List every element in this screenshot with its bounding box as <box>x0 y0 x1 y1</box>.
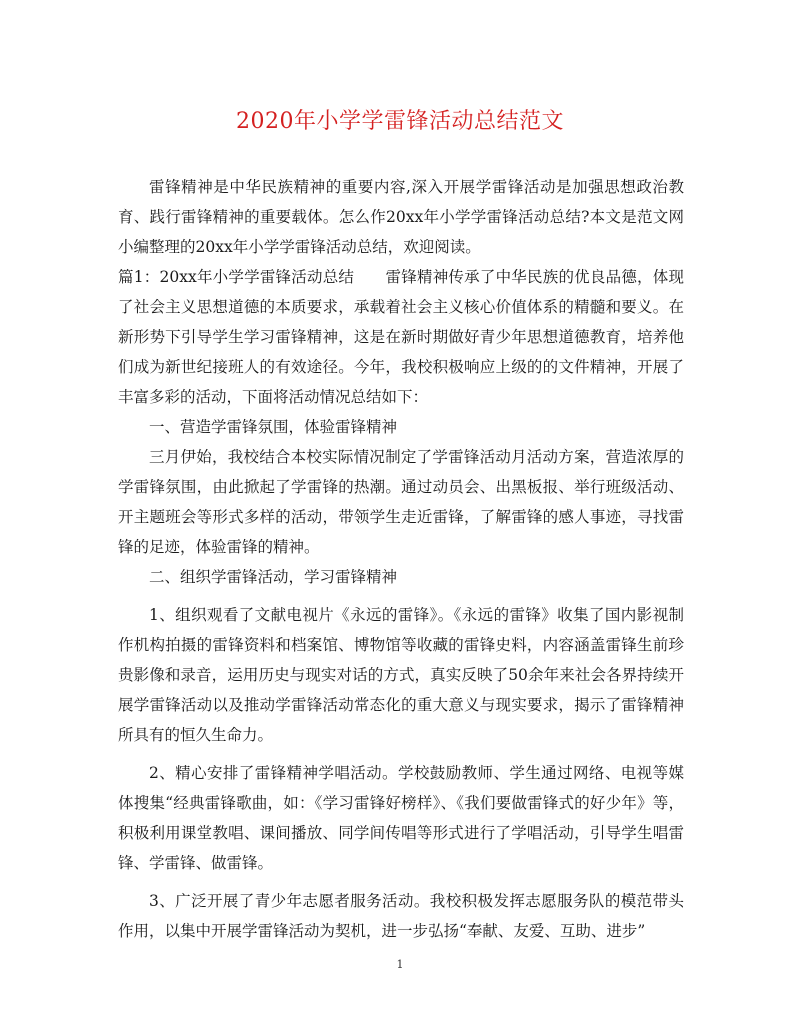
page-number: 1 <box>396 958 404 971</box>
document-body <box>118 172 684 946</box>
document-title: 2020年小学学雷锋活动总结范文 <box>236 109 564 134</box>
heading-2: 二、组织学雷锋活动，学习雷锋精神 <box>149 568 398 586</box>
section-1-paragraph: 篇1：20xx年小学学雷锋活动总结 雷锋精神传承了中华民族的优良品德，体现了社会主义思想道德的本质要求，承载着社会主义核心价值体系的精髓和要义。在新形势下引导学生学习雷锋精神，这是在新时期做好青少年思想道德教育，培养他们成为新世纪接班人的有效途径。今年，我校积极响应上级的的文件精神，开展了丰富多彩的活动，下面将活动情况总结如下： <box>118 268 684 406</box>
paragraph-item-3: 3、广泛开展了青少年志愿者服务活动。我校积极发挥志愿服务队的模范带头作用，以集中开展学雷锋活动为契机，进一步弘扬“奉献、友爱、互助、进步” <box>118 892 684 940</box>
paragraph-item-2: 2、精心安排了雷锋精神学唱活动。学校鼓励教师、学生通过网络、电视等媒体搜集“经典雷锋歌曲，如：《学习雷锋好榜样》、《我们要做雷锋式的好少年》等，积极利用课堂教唱、课间播放、同学间传唱等形式进行了学唱活动，引导学生唱雷锋、学雷锋、做雷锋。 <box>118 764 684 872</box>
intro-paragraph: 雷锋精神是中华民族精神的重要内容,深入开展学雷锋活动是加强思想政治教育、践行雷锋精神的重要载体。怎么作20xx年小学学雷锋活动总结?本文是范文网小编整理的20xx年小学学雷锋活动总结，欢迎阅读。 <box>118 178 684 256</box>
paragraph-item-1: 1、组织观看了文献电视片《永远的雷锋》。《永远的雷锋》收集了国内影视制作机构拍摄的雷锋资料和档案馆、博物馆等收藏的雷锋史料，内容涵盖雷锋生前珍贵影像和录音，运用历史与现实对话的方式，真实反映了50余年来社会各界持续开展学雷锋活动以及推动学雷锋活动常态化的重大意义与现实要求，揭示了雷锋精神所具有的恒久生命力。 <box>118 606 684 744</box>
paragraph-march: 三月伊始，我校结合本校实际情况制定了学雷锋活动月活动方案，营造浓厚的学雷锋氛围，由此掀起了学雷锋的热潮。通过动员会、出黑板报、举行班级活动、开主题班会等形式多样的活动，带领学生走近雷锋，了解雷锋的感人事迹，寻找雷锋的足迹，体验雷锋的精神。 <box>118 448 684 556</box>
heading-1: 一、营造学雷锋氛围，体验雷锋精神 <box>149 418 398 436</box>
